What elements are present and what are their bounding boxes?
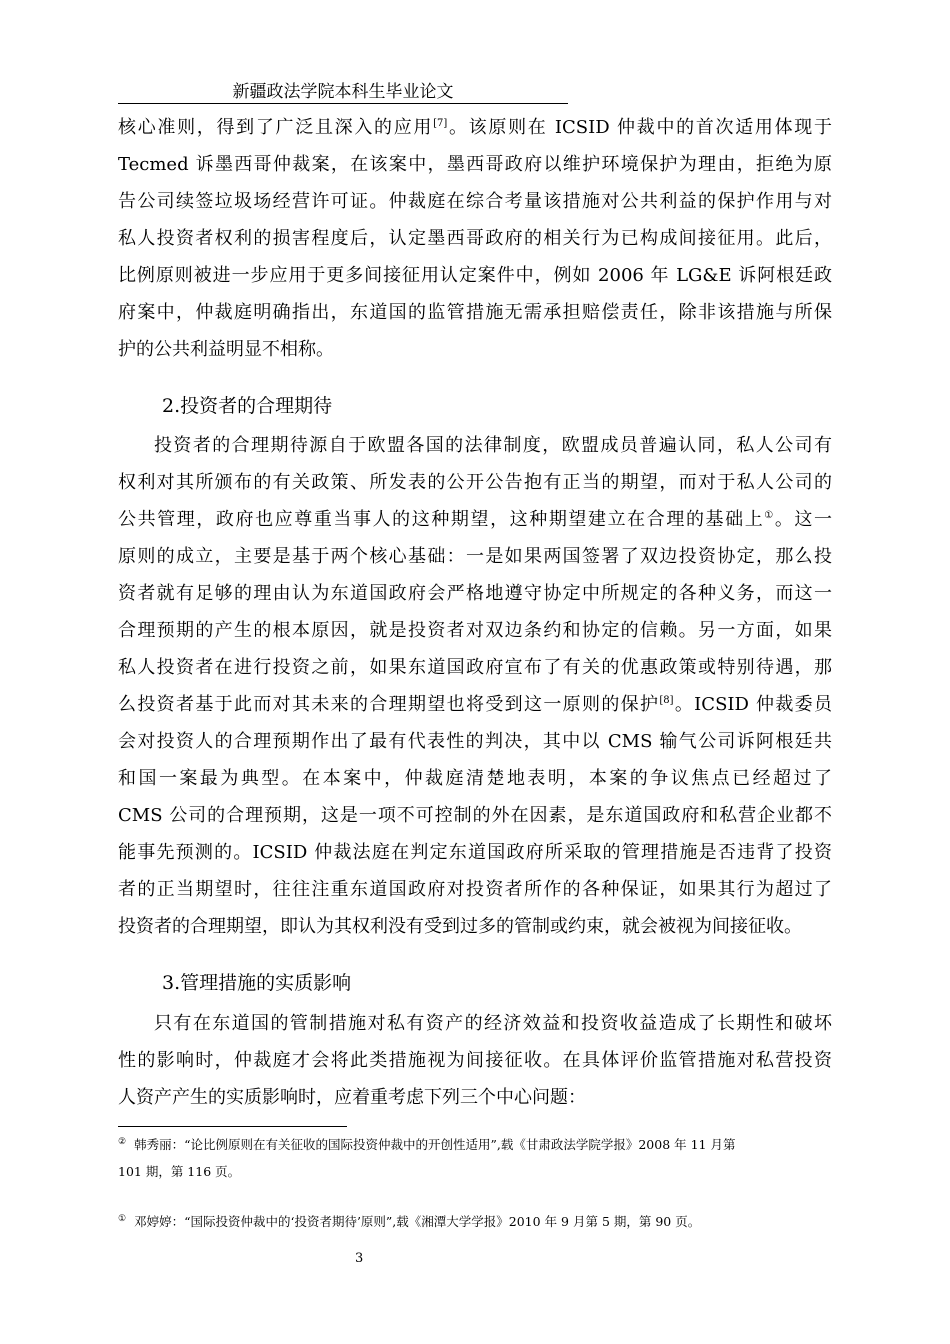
para2-line10: 和国一案最为典型。在本案中，仲裁庭清楚地表明，本案的争议焦点已经超过了 — [118, 768, 832, 789]
para2-line13: 者的正当期望时，往往注重东道国政府对投资者所作的各种保证，如果其行为超过了 — [118, 879, 832, 900]
footnote-mark: ① — [118, 1213, 127, 1224]
para1-line4: 私人投资者权利的损害程度后，认定墨西哥政府的相关行为已构成间接征用。此后， — [118, 228, 832, 249]
text-span: 公共管理，政府也应尊重当事人的这种期望，这种期望建立在合理的基础上 — [118, 509, 765, 530]
para2-line1: 投资者的合理期待源自于欧盟各国的法律制度，欧盟成员普遍认同，私人公司有 — [154, 435, 832, 456]
section-heading-2: 2.投资者的合理期待 — [162, 395, 333, 417]
text-span: 。ICSID 仲裁委员 — [673, 694, 832, 715]
citation-ref: [7] — [433, 118, 448, 129]
header-rule — [118, 103, 568, 104]
para1-line5: 比例原则被进一步应用于更多间接征用认定案件中，例如 2006 年 LG&E 诉阿根廷政 — [118, 265, 832, 286]
footnote-text: 邓婷婷：“国际投资仲裁中的‘投资者期待’原则”,载《湘潭大学学报》2010 年 9 月第 5 期，第 90 页。 — [134, 1214, 701, 1229]
para2-line12: 能事先预测的。ICSID 仲裁法庭在判定东道国政府所采取的管理措施是否违背了投资 — [118, 842, 832, 863]
text-span: 么投资者基于此而对其未来的合理期望也将受到这一原则的保护 — [118, 694, 660, 715]
para1-line2: Tecmed 诉墨西哥仲裁案，在该案中，墨西哥政府以维护环境保护为理由，拒绝为原 — [118, 154, 832, 175]
para1-line1 — [118, 115, 832, 141]
para2-line3 — [118, 507, 832, 533]
page-number: 3 — [355, 1251, 364, 1266]
para3-line2: 性的影响时，仲裁庭才会将此类措施视为间接征收。在具体评价监管措施对私营投资 — [118, 1050, 832, 1071]
para3-line1: 只有在东道国的管制措施对私有资产的经济效益和投资收益造成了长期性和破坏 — [154, 1013, 832, 1034]
text-span: 核心准则，得到了广泛且深入的应用 — [118, 117, 434, 138]
para1-line3: 告公司续签垃圾场经营许可证。仲裁庭在综合考量该措施对公共利益的保护作用与对 — [118, 191, 832, 212]
para1-line6: 府案中，仲裁庭明确指出，东道国的监管措施无需承担赔偿责任，除非该措施与所保 — [118, 302, 832, 323]
para2-line14: 投资者的合理期望，即认为其权利没有受到过多的管制或约束，就会被视为间接征收。 — [118, 916, 802, 937]
footnote-ref: ① — [764, 510, 775, 521]
citation-ref: [8] — [659, 695, 674, 706]
para2-line5: 资者就有足够的理由认为东道国政府会严格地遵守协定中所规定的各种义务，而这一 — [118, 583, 832, 604]
para1-line7: 护的公共利益明显不相称。 — [118, 339, 334, 360]
footnote-1 — [118, 1134, 832, 1156]
running-header: 新疆政法学院本科生毕业论文 — [232, 82, 454, 102]
footnote-2 — [118, 1211, 832, 1233]
footnote-text: 韩秀丽：“论比例原则在有关征收的国际投资仲裁中的开创性适用”,载《甘肃政法学院学报》2008 年 11 月第 — [134, 1137, 736, 1152]
text-span: 。这一 — [774, 509, 833, 530]
para2-line11: CMS 公司的合理预期，这是一项不可控制的外在因素，是东道国政府和私营企业都不 — [118, 805, 832, 826]
section-heading-3: 3.管理措施的实质影响 — [162, 972, 352, 994]
para2-line9: 会对投资人的合理预期作出了最有代表性的判决，其中以 CMS 输气公司诉阿根廷共 — [118, 731, 832, 752]
footnote-separator — [118, 1126, 347, 1127]
para2-line4: 原则的成立，主要是基于两个核心基础：一是如果两国签署了双边投资协定，那么投 — [118, 546, 832, 567]
para2-line7: 私人投资者在进行投资之前，如果东道国政府宣布了有关的优惠政策或特别待遇，那 — [118, 657, 832, 678]
para2-line2: 权利对其所颁布的有关政策、所发表的公开公告抱有正当的期望，而对于私人公司的 — [118, 472, 832, 493]
para2-line6: 合理预期的产生的根本原因，就是投资者对双边条约和协定的信赖。另一方面，如果 — [118, 620, 832, 641]
footnote-1-line2: 101 期，第 116 页。 — [118, 1164, 241, 1179]
footnote-mark: ② — [118, 1136, 127, 1147]
para2-line8 — [118, 692, 832, 718]
para3-line3: 人资产产生的实质影响时，应着重考虑下列三个中心问题： — [118, 1087, 586, 1108]
text-span: 。该原则在 ICSID 仲裁中的首次适用体现于 — [447, 117, 833, 138]
